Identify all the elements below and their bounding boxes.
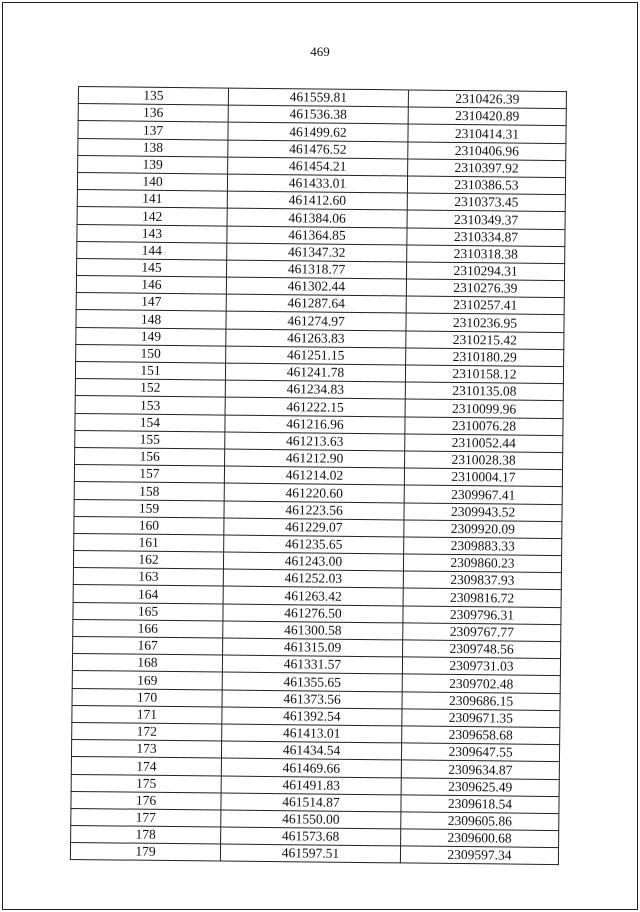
y-coordinate-cell: 2309634.87 <box>401 760 559 779</box>
y-coordinate-cell: 2309767.77 <box>403 623 561 642</box>
y-coordinate-cell: 2310426.39 <box>408 90 566 109</box>
point-number-cell: 138 <box>78 138 228 157</box>
point-number-cell: 145 <box>77 258 227 277</box>
point-number-cell: 154 <box>75 413 225 432</box>
x-coordinate-cell: 461214.02 <box>224 466 404 485</box>
coordinate-table-body <box>70 87 566 866</box>
point-number-cell: 146 <box>76 276 226 295</box>
y-coordinate-cell: 2310276.39 <box>406 279 564 298</box>
x-coordinate-cell: 461302.44 <box>226 277 406 296</box>
point-number-cell: 137 <box>78 121 228 140</box>
point-number-cell: 179 <box>70 843 220 862</box>
y-coordinate-cell: 2310135.08 <box>405 382 563 401</box>
y-coordinate-cell: 2310028.38 <box>405 451 563 470</box>
y-coordinate-cell: 2309605.86 <box>401 812 559 831</box>
y-coordinate-cell: 2310257.41 <box>406 296 564 315</box>
point-number-cell: 178 <box>71 826 221 845</box>
point-number-cell: 151 <box>75 361 225 380</box>
x-coordinate-cell: 461433.01 <box>227 174 407 193</box>
x-coordinate-cell: 461573.68 <box>221 827 401 846</box>
x-coordinate-cell: 461223.56 <box>224 501 404 520</box>
x-coordinate-cell: 461469.66 <box>221 758 401 777</box>
y-coordinate-cell: 2310294.31 <box>406 262 564 281</box>
point-number-cell: 164 <box>73 585 223 604</box>
y-coordinate-cell: 2309837.93 <box>403 571 561 590</box>
point-number-cell: 144 <box>77 241 227 260</box>
y-coordinate-cell: 2310099.96 <box>405 399 563 418</box>
point-number-cell: 167 <box>73 636 223 655</box>
x-coordinate-cell: 461213.63 <box>225 432 405 451</box>
point-number-cell: 140 <box>77 172 227 191</box>
x-coordinate-cell: 461597.51 <box>220 844 400 863</box>
x-coordinate-cell: 461241.78 <box>225 363 405 382</box>
point-number-cell: 136 <box>78 104 228 123</box>
point-number-cell: 150 <box>76 344 226 363</box>
x-coordinate-cell: 461287.64 <box>226 294 406 313</box>
x-coordinate-cell: 461331.57 <box>222 655 402 674</box>
point-number-cell: 141 <box>77 190 227 209</box>
point-number-cell: 147 <box>76 293 226 312</box>
x-coordinate-cell: 461392.54 <box>222 707 402 726</box>
point-number-cell: 156 <box>75 447 225 466</box>
y-coordinate-cell: 2310318.38 <box>407 245 565 264</box>
x-coordinate-cell: 461234.83 <box>225 380 405 399</box>
point-number-cell: 173 <box>71 740 221 759</box>
point-number-cell: 142 <box>77 207 227 226</box>
y-coordinate-cell: 2309686.15 <box>402 691 560 710</box>
y-coordinate-cell: 2310414.31 <box>408 124 566 143</box>
point-number-cell: 168 <box>72 654 222 673</box>
x-coordinate-cell: 461434.54 <box>221 741 401 760</box>
y-coordinate-cell: 2309597.34 <box>400 846 558 865</box>
x-coordinate-cell: 461222.15 <box>225 397 405 416</box>
y-coordinate-cell: 2309796.31 <box>403 606 561 625</box>
point-number-cell: 176 <box>71 791 221 810</box>
x-coordinate-cell: 461550.00 <box>221 810 401 829</box>
y-coordinate-cell: 2309625.49 <box>401 777 559 796</box>
point-number-cell: 152 <box>75 379 225 398</box>
x-coordinate-cell: 461476.52 <box>228 140 408 159</box>
x-coordinate-cell: 461413.01 <box>222 724 402 743</box>
y-coordinate-cell: 2310386.53 <box>407 176 565 195</box>
x-coordinate-cell: 461384.06 <box>227 208 407 227</box>
y-coordinate-cell: 2309658.68 <box>402 726 560 745</box>
x-coordinate-cell: 461373.56 <box>222 690 402 709</box>
x-coordinate-cell: 461499.62 <box>228 122 408 141</box>
point-number-cell: 162 <box>73 551 223 570</box>
x-coordinate-cell: 461300.58 <box>223 621 403 640</box>
point-number-cell: 166 <box>73 619 223 638</box>
y-coordinate-cell: 2310236.95 <box>406 313 564 332</box>
y-coordinate-cell: 2309943.52 <box>404 502 562 521</box>
x-coordinate-cell: 461212.90 <box>225 449 405 468</box>
point-number-cell: 170 <box>72 688 222 707</box>
y-coordinate-cell: 2309883.33 <box>404 537 562 556</box>
y-coordinate-cell: 2309600.68 <box>401 829 559 848</box>
point-number-cell: 175 <box>71 774 221 793</box>
point-number-cell: 155 <box>75 430 225 449</box>
point-number-cell: 157 <box>74 465 224 484</box>
point-number-cell: 148 <box>76 310 226 329</box>
y-coordinate-cell: 2309748.56 <box>403 640 561 659</box>
x-coordinate-cell: 461243.00 <box>223 552 403 571</box>
x-coordinate-cell: 461536.38 <box>228 105 408 124</box>
y-coordinate-cell: 2309816.72 <box>403 588 561 607</box>
point-number-cell: 143 <box>77 224 227 243</box>
point-number-cell: 172 <box>72 722 222 741</box>
y-coordinate-cell: 2309731.03 <box>402 657 560 676</box>
coordinate-table <box>70 86 567 866</box>
y-coordinate-cell: 2310397.92 <box>408 159 566 178</box>
y-coordinate-cell: 2310076.28 <box>405 417 563 436</box>
point-number-cell: 149 <box>76 327 226 346</box>
y-coordinate-cell: 2310004.17 <box>404 468 562 487</box>
y-coordinate-cell: 2310349.37 <box>407 210 565 229</box>
y-coordinate-cell: 2310180.29 <box>406 348 564 367</box>
x-coordinate-cell: 461514.87 <box>221 793 401 812</box>
y-coordinate-cell: 2309671.35 <box>402 709 560 728</box>
x-coordinate-cell: 461318.77 <box>227 260 407 279</box>
point-number-cell: 174 <box>71 757 221 776</box>
point-number-cell: 169 <box>72 671 222 690</box>
y-coordinate-cell: 2309967.41 <box>404 485 562 504</box>
y-coordinate-cell: 2310406.96 <box>408 142 566 161</box>
y-coordinate-cell: 2310158.12 <box>405 365 563 384</box>
x-coordinate-cell: 461252.03 <box>223 569 403 588</box>
x-coordinate-cell: 461315.09 <box>223 638 403 657</box>
y-coordinate-cell: 2310215.42 <box>406 331 564 350</box>
y-coordinate-cell: 2309618.54 <box>401 795 559 814</box>
page-number: 469 <box>310 44 330 59</box>
x-coordinate-cell: 461491.83 <box>221 776 401 795</box>
y-coordinate-cell: 2309702.48 <box>402 674 560 693</box>
point-number-cell: 165 <box>73 602 223 621</box>
x-coordinate-cell: 461412.60 <box>227 191 407 210</box>
x-coordinate-cell: 461220.60 <box>224 483 404 502</box>
point-number-cell: 135 <box>78 87 228 106</box>
x-coordinate-cell: 461216.96 <box>225 415 405 434</box>
point-number-cell: 160 <box>74 516 224 535</box>
y-coordinate-cell: 2309860.23 <box>403 554 561 573</box>
x-coordinate-cell: 461347.32 <box>227 243 407 262</box>
point-number-cell: 158 <box>74 482 224 501</box>
point-number-cell: 139 <box>78 155 228 174</box>
y-coordinate-cell: 2310052.44 <box>405 434 563 453</box>
x-coordinate-cell: 461263.83 <box>226 329 406 348</box>
y-coordinate-cell: 2309647.55 <box>401 743 559 762</box>
x-coordinate-cell: 461454.21 <box>228 157 408 176</box>
point-number-cell: 159 <box>74 499 224 518</box>
point-number-cell: 161 <box>74 533 224 552</box>
point-number-cell: 153 <box>75 396 225 415</box>
x-coordinate-cell: 461364.85 <box>227 226 407 245</box>
x-coordinate-cell: 461229.07 <box>224 518 404 537</box>
y-coordinate-cell: 2310334.87 <box>407 227 565 246</box>
point-number-cell: 177 <box>71 808 221 827</box>
y-coordinate-cell: 2310420.89 <box>408 107 566 126</box>
x-coordinate-cell: 461263.42 <box>223 586 403 605</box>
point-number-cell: 163 <box>73 568 223 587</box>
x-coordinate-cell: 461559.81 <box>228 88 408 107</box>
x-coordinate-cell: 461235.65 <box>224 535 404 554</box>
y-coordinate-cell: 2309920.09 <box>404 520 562 539</box>
y-coordinate-cell: 2310373.45 <box>407 193 565 212</box>
x-coordinate-cell: 461276.50 <box>223 604 403 623</box>
x-coordinate-cell: 461274.97 <box>226 312 406 331</box>
x-coordinate-cell: 461355.65 <box>222 672 402 691</box>
x-coordinate-cell: 461251.15 <box>226 346 406 365</box>
point-number-cell: 171 <box>72 705 222 724</box>
